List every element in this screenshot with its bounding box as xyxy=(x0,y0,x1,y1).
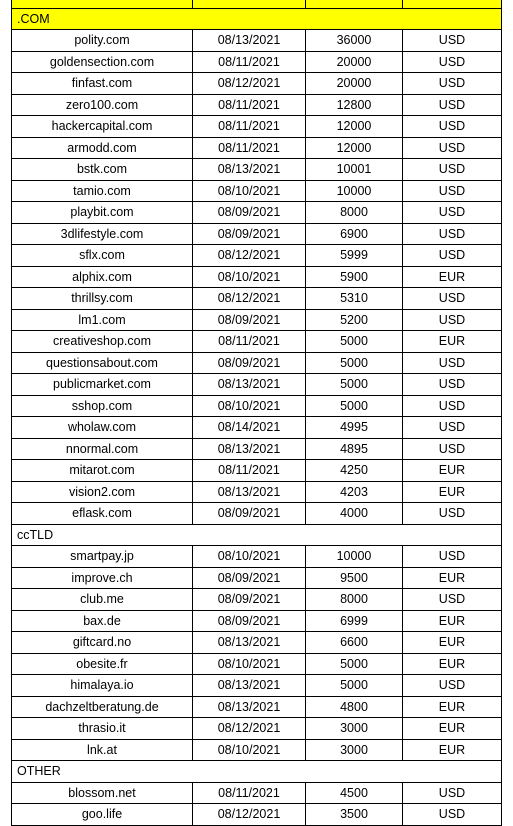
date-cell: 08/12/2021 xyxy=(193,718,306,740)
table-row xyxy=(12,51,502,73)
domain-cell: smartpay.jp xyxy=(12,546,193,568)
domain-cell: bstk.com xyxy=(12,159,193,181)
date-cell: 08/12/2021 xyxy=(193,288,306,310)
price-cell: 3000 xyxy=(306,739,403,761)
currency-cell: EUR xyxy=(403,653,502,675)
currency-cell: USD xyxy=(403,51,502,73)
currency-cell: USD xyxy=(403,804,502,826)
price-cell: 12000 xyxy=(306,116,403,138)
table-row xyxy=(12,675,502,697)
domain-cell: nnormal.com xyxy=(12,438,193,460)
currency-cell: EUR xyxy=(403,718,502,740)
table-row xyxy=(12,589,502,611)
table-row xyxy=(12,546,502,568)
date-cell: 08/09/2021 xyxy=(193,352,306,374)
table-row xyxy=(12,610,502,632)
section-header-row xyxy=(12,8,502,30)
currency-cell: USD xyxy=(403,288,502,310)
domain-cell: goo.life xyxy=(12,804,193,826)
table-row xyxy=(12,223,502,245)
date-cell: 08/11/2021 xyxy=(193,51,306,73)
table-row xyxy=(12,653,502,675)
domain-cell: tamio.com xyxy=(12,180,193,202)
table-row xyxy=(12,309,502,331)
currency-cell: USD xyxy=(403,30,502,52)
currency-cell: EUR xyxy=(403,331,502,353)
currency-cell: USD xyxy=(403,202,502,224)
price-cell: 5900 xyxy=(306,266,403,288)
currency-cell: USD xyxy=(403,116,502,138)
price-cell: 4800 xyxy=(306,696,403,718)
domain-cell: 3dlifestyle.com xyxy=(12,223,193,245)
currency-cell: EUR xyxy=(403,567,502,589)
table-row xyxy=(12,481,502,503)
domain-cell: dachzeltberatung.de xyxy=(12,696,193,718)
table-row xyxy=(12,503,502,525)
table-row xyxy=(12,266,502,288)
table-row xyxy=(12,804,502,826)
currency-cell: USD xyxy=(403,675,502,697)
table-row xyxy=(12,180,502,202)
date-cell: 08/09/2021 xyxy=(193,309,306,331)
domain-cell: finfast.com xyxy=(12,73,193,95)
section-title: ccTLD xyxy=(12,524,502,546)
date-cell: 08/11/2021 xyxy=(193,137,306,159)
domain-cell: polity.com xyxy=(12,30,193,52)
currency-cell: USD xyxy=(403,352,502,374)
date-cell: 08/11/2021 xyxy=(193,782,306,804)
domain-cell: hackercapital.com xyxy=(12,116,193,138)
domain-cell: alphix.com xyxy=(12,266,193,288)
price-cell: 10000 xyxy=(306,546,403,568)
table-row xyxy=(12,73,502,95)
domain-cell: playbit.com xyxy=(12,202,193,224)
currency-cell: EUR xyxy=(403,632,502,654)
price-cell: 6600 xyxy=(306,632,403,654)
domain-cell: bax.de xyxy=(12,610,193,632)
header-cell-date xyxy=(193,0,306,8)
currency-cell: EUR xyxy=(403,460,502,482)
date-cell: 08/13/2021 xyxy=(193,632,306,654)
currency-cell: USD xyxy=(403,374,502,396)
date-cell: 08/13/2021 xyxy=(193,30,306,52)
domain-cell: zero100.com xyxy=(12,94,193,116)
date-cell: 08/10/2021 xyxy=(193,266,306,288)
table-row xyxy=(12,696,502,718)
price-cell: 8000 xyxy=(306,589,403,611)
table-row xyxy=(12,782,502,804)
price-cell: 5000 xyxy=(306,675,403,697)
price-cell: 12000 xyxy=(306,137,403,159)
table-row xyxy=(12,374,502,396)
domain-cell: giftcard.no xyxy=(12,632,193,654)
domain-cell: club.me xyxy=(12,589,193,611)
price-cell: 4995 xyxy=(306,417,403,439)
section-title: .COM xyxy=(12,8,502,30)
date-cell: 08/09/2021 xyxy=(193,202,306,224)
currency-cell: USD xyxy=(403,223,502,245)
domain-cell: blossom.net xyxy=(12,782,193,804)
domain-cell: questionsabout.com xyxy=(12,352,193,374)
currency-cell: USD xyxy=(403,417,502,439)
table-body xyxy=(12,0,502,825)
sales-table xyxy=(11,0,501,826)
price-cell: 5999 xyxy=(306,245,403,267)
currency-cell: USD xyxy=(403,395,502,417)
table-row xyxy=(12,718,502,740)
date-cell: 08/09/2021 xyxy=(193,567,306,589)
currency-cell: USD xyxy=(403,180,502,202)
price-cell: 6999 xyxy=(306,610,403,632)
table-row xyxy=(12,460,502,482)
table-row xyxy=(12,30,502,52)
domain-cell: vision2.com xyxy=(12,481,193,503)
currency-cell: USD xyxy=(403,245,502,267)
price-cell: 36000 xyxy=(306,30,403,52)
price-cell: 5200 xyxy=(306,309,403,331)
domain-cell: publicmarket.com xyxy=(12,374,193,396)
date-cell: 08/10/2021 xyxy=(193,180,306,202)
date-cell: 08/12/2021 xyxy=(193,804,306,826)
price-cell: 9500 xyxy=(306,567,403,589)
domain-cell: himalaya.io xyxy=(12,675,193,697)
price-cell: 5000 xyxy=(306,331,403,353)
date-cell: 08/10/2021 xyxy=(193,739,306,761)
domain-cell: armodd.com xyxy=(12,137,193,159)
date-cell: 08/12/2021 xyxy=(193,73,306,95)
currency-cell: USD xyxy=(403,94,502,116)
price-cell: 8000 xyxy=(306,202,403,224)
domain-cell: creativeshop.com xyxy=(12,331,193,353)
price-cell: 5310 xyxy=(306,288,403,310)
table-row xyxy=(12,395,502,417)
domain-cell: thrillsy.com xyxy=(12,288,193,310)
header-cell-currency xyxy=(403,0,502,8)
date-cell: 08/13/2021 xyxy=(193,438,306,460)
domain-cell: wholaw.com xyxy=(12,417,193,439)
price-cell: 3500 xyxy=(306,804,403,826)
date-cell: 08/09/2021 xyxy=(193,610,306,632)
currency-cell: EUR xyxy=(403,481,502,503)
price-cell: 4895 xyxy=(306,438,403,460)
price-cell: 4203 xyxy=(306,481,403,503)
price-cell: 5000 xyxy=(306,653,403,675)
price-cell: 4250 xyxy=(306,460,403,482)
date-cell: 08/10/2021 xyxy=(193,546,306,568)
table-row xyxy=(12,417,502,439)
section-header-row xyxy=(12,761,502,783)
table-row xyxy=(12,116,502,138)
table-row xyxy=(12,137,502,159)
price-cell: 5000 xyxy=(306,352,403,374)
date-cell: 08/13/2021 xyxy=(193,374,306,396)
currency-cell: EUR xyxy=(403,739,502,761)
date-cell: 08/11/2021 xyxy=(193,331,306,353)
currency-cell: USD xyxy=(403,503,502,525)
header-cell-domain xyxy=(12,0,193,8)
table-row xyxy=(12,159,502,181)
price-cell: 4500 xyxy=(306,782,403,804)
currency-cell: USD xyxy=(403,438,502,460)
domain-cell: eflask.com xyxy=(12,503,193,525)
date-cell: 08/10/2021 xyxy=(193,395,306,417)
currency-cell: EUR xyxy=(403,266,502,288)
currency-cell: USD xyxy=(403,309,502,331)
price-cell: 4000 xyxy=(306,503,403,525)
date-cell: 08/13/2021 xyxy=(193,696,306,718)
currency-cell: USD xyxy=(403,73,502,95)
price-cell: 10000 xyxy=(306,180,403,202)
table-row xyxy=(12,567,502,589)
domain-cell: goldensection.com xyxy=(12,51,193,73)
table-row xyxy=(12,352,502,374)
domain-cell: thrasio.it xyxy=(12,718,193,740)
currency-cell: USD xyxy=(403,589,502,611)
domain-sales-grid xyxy=(11,0,502,826)
currency-cell: USD xyxy=(403,159,502,181)
date-cell: 08/13/2021 xyxy=(193,481,306,503)
date-cell: 08/09/2021 xyxy=(193,589,306,611)
currency-cell: USD xyxy=(403,137,502,159)
date-cell: 08/13/2021 xyxy=(193,159,306,181)
currency-cell: EUR xyxy=(403,696,502,718)
domain-cell: lm1.com xyxy=(12,309,193,331)
currency-cell: USD xyxy=(403,546,502,568)
section-header-row xyxy=(12,524,502,546)
price-cell: 5000 xyxy=(306,395,403,417)
price-cell: 20000 xyxy=(306,73,403,95)
table-row xyxy=(12,739,502,761)
price-cell: 5000 xyxy=(306,374,403,396)
domain-cell: sshop.com xyxy=(12,395,193,417)
domain-cell: lnk.at xyxy=(12,739,193,761)
table-row xyxy=(12,94,502,116)
header-cell-price xyxy=(306,0,403,8)
table-row xyxy=(12,632,502,654)
date-cell: 08/14/2021 xyxy=(193,417,306,439)
table-row xyxy=(12,438,502,460)
header-row xyxy=(12,0,502,8)
price-cell: 20000 xyxy=(306,51,403,73)
table-row xyxy=(12,202,502,224)
date-cell: 08/09/2021 xyxy=(193,503,306,525)
date-cell: 08/09/2021 xyxy=(193,223,306,245)
date-cell: 08/11/2021 xyxy=(193,116,306,138)
date-cell: 08/11/2021 xyxy=(193,94,306,116)
table-row xyxy=(12,245,502,267)
price-cell: 3000 xyxy=(306,718,403,740)
date-cell: 08/13/2021 xyxy=(193,675,306,697)
price-cell: 10001 xyxy=(306,159,403,181)
currency-cell: USD xyxy=(403,782,502,804)
price-cell: 12800 xyxy=(306,94,403,116)
date-cell: 08/10/2021 xyxy=(193,653,306,675)
section-title: OTHER xyxy=(12,761,502,783)
domain-cell: sflx.com xyxy=(12,245,193,267)
domain-cell: obesite.fr xyxy=(12,653,193,675)
domain-cell: improve.ch xyxy=(12,567,193,589)
currency-cell: EUR xyxy=(403,610,502,632)
date-cell: 08/11/2021 xyxy=(193,460,306,482)
price-cell: 6900 xyxy=(306,223,403,245)
table-row xyxy=(12,331,502,353)
table-row xyxy=(12,288,502,310)
domain-cell: mitarot.com xyxy=(12,460,193,482)
date-cell: 08/12/2021 xyxy=(193,245,306,267)
